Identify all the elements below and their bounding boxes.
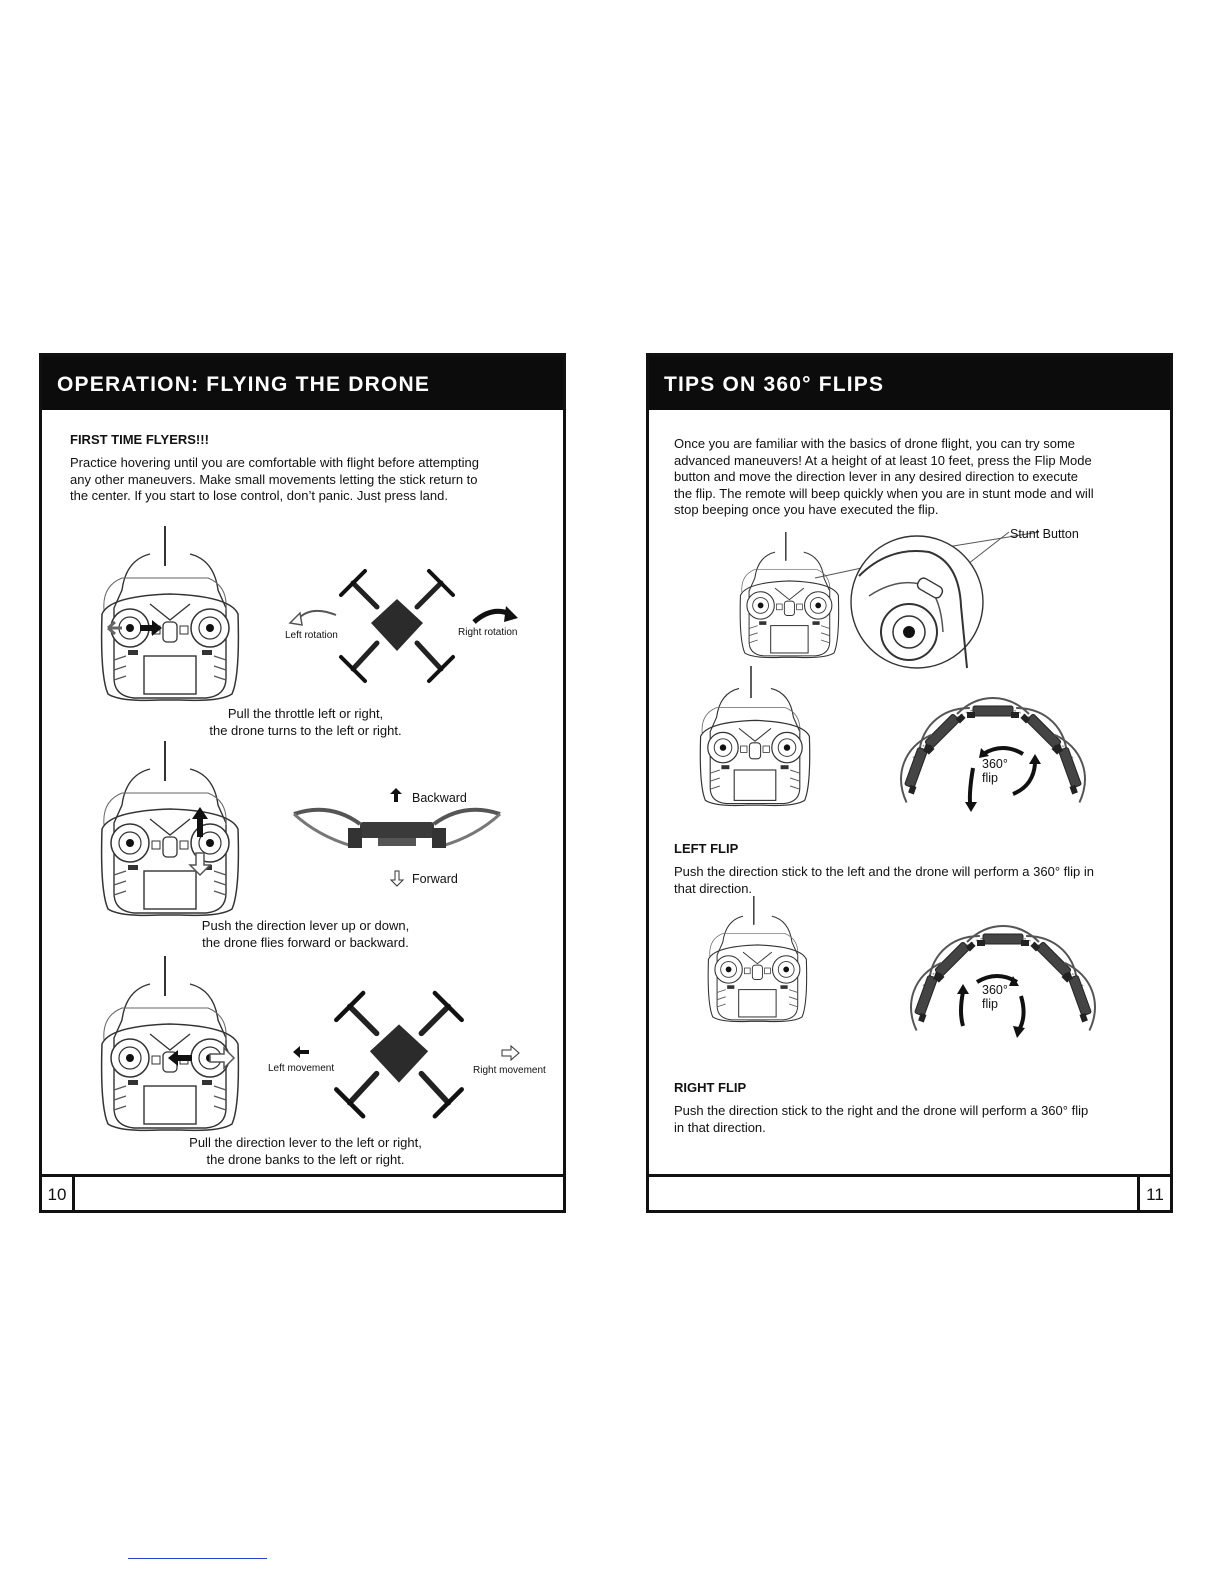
right-flip-arc-illustration [903,926,1103,1036]
caption-line: the drone flies forward or backward. [202,934,409,950]
page-footer [649,1174,1170,1210]
right-flip-paragraph [674,1103,1088,1136]
paragraph-line: Push the direction stick to the left and the drone will perform a 360° flip in [674,864,1094,879]
left-flip-heading: LEFT FLIP [674,841,739,856]
caption-line: Pull the direction lever to the left or right, [189,1135,422,1150]
direction-up-down-arrows-icon [100,741,250,921]
manual-page-left [39,353,566,1213]
remote-controller-illustration [699,666,809,816]
right-movement-arrow-icon [502,1046,520,1060]
paragraph-line: in that direction. [674,1119,766,1135]
paragraph-line: Once you are familiar with the basics of drone flight, you can try some [674,436,1076,451]
caption-line: the drone turns to the left or right. [209,722,402,738]
remote-controller-illustration [707,896,817,1026]
section-header: TIPS ON 360° FLIPS [649,356,1170,410]
flip-intro-paragraph [674,436,1094,519]
left-movement-label: Left movement [268,1063,335,1074]
backward-arrow-icon [390,788,402,802]
paragraph-line: advanced maneuvers! At a height of at least 10 feet, press the Flip Mode [674,452,1092,468]
rotation-caption [42,706,569,739]
flip-word: flip [982,771,998,785]
right-movement-label: Right movement [473,1065,546,1076]
backward-label: Backward [412,791,467,805]
bank-caption [42,1135,569,1168]
page-number: 10 [42,1177,75,1210]
caption-line: the drone banks to the left or right. [206,1151,405,1167]
flip-badge [982,983,1008,1011]
forward-label: Forward [412,872,458,886]
paragraph-line: that direction. [674,880,753,896]
flip-degrees: 360° [982,983,1008,997]
left-flip-arc-illustration [893,698,1093,808]
left-rotation-label: Left rotation [285,630,338,641]
drone-top-view-illustration [342,574,452,684]
first-time-paragraph [70,455,479,505]
paragraph-line: the center. If you start to lose control, don’t panic. Just press land. [70,488,448,504]
manual-page-right [646,353,1173,1213]
caption-line: Push the direction lever up or down, [201,918,410,933]
flip-badge [982,757,1008,785]
stunt-button-zoom-illustration [849,536,989,672]
first-time-heading: FIRST TIME FLYERS!!! [70,432,209,447]
underline-divider [128,1558,267,1559]
flip-word: flip [982,997,998,1011]
flip-degrees: 360° [982,757,1008,771]
paragraph-line: Practice hovering until you are comfortable with flight before attempting [70,455,479,470]
paragraph-line: button and move the direction lever in any desired direction to execute [674,469,1078,485]
drone-top-view-illustration [334,996,464,1121]
paragraph-line: stop beeping once you have executed the flip. [674,502,939,518]
throttle-left-right-arrows-icon [100,526,250,706]
left-flip-paragraph [674,864,1094,897]
right-rotation-label: Right rotation [458,627,518,638]
paragraph-line: any other maneuvers. Make small movements letting the stick return to [70,471,478,487]
caption-line: Pull the throttle left or right, [227,706,384,721]
pitch-caption [42,918,569,951]
left-movement-arrow-icon [293,1046,309,1058]
section-header: OPERATION: FLYING THE DRONE [42,356,563,410]
page-number: 11 [1137,1177,1170,1210]
stunt-button-label: Stunt Button [1010,527,1079,541]
forward-arrow-icon [390,871,404,887]
paragraph-line: Push the direction stick to the right and the drone will perform a 360° flip [674,1103,1089,1118]
drone-side-view-illustration [290,806,505,866]
page-footer [42,1174,563,1210]
direction-left-right-arrows-icon [100,956,250,1136]
right-flip-heading: RIGHT FLIP [674,1080,747,1095]
paragraph-line: the flip. The remote will beep quickly when you are in stunt mode and will [674,485,1094,501]
